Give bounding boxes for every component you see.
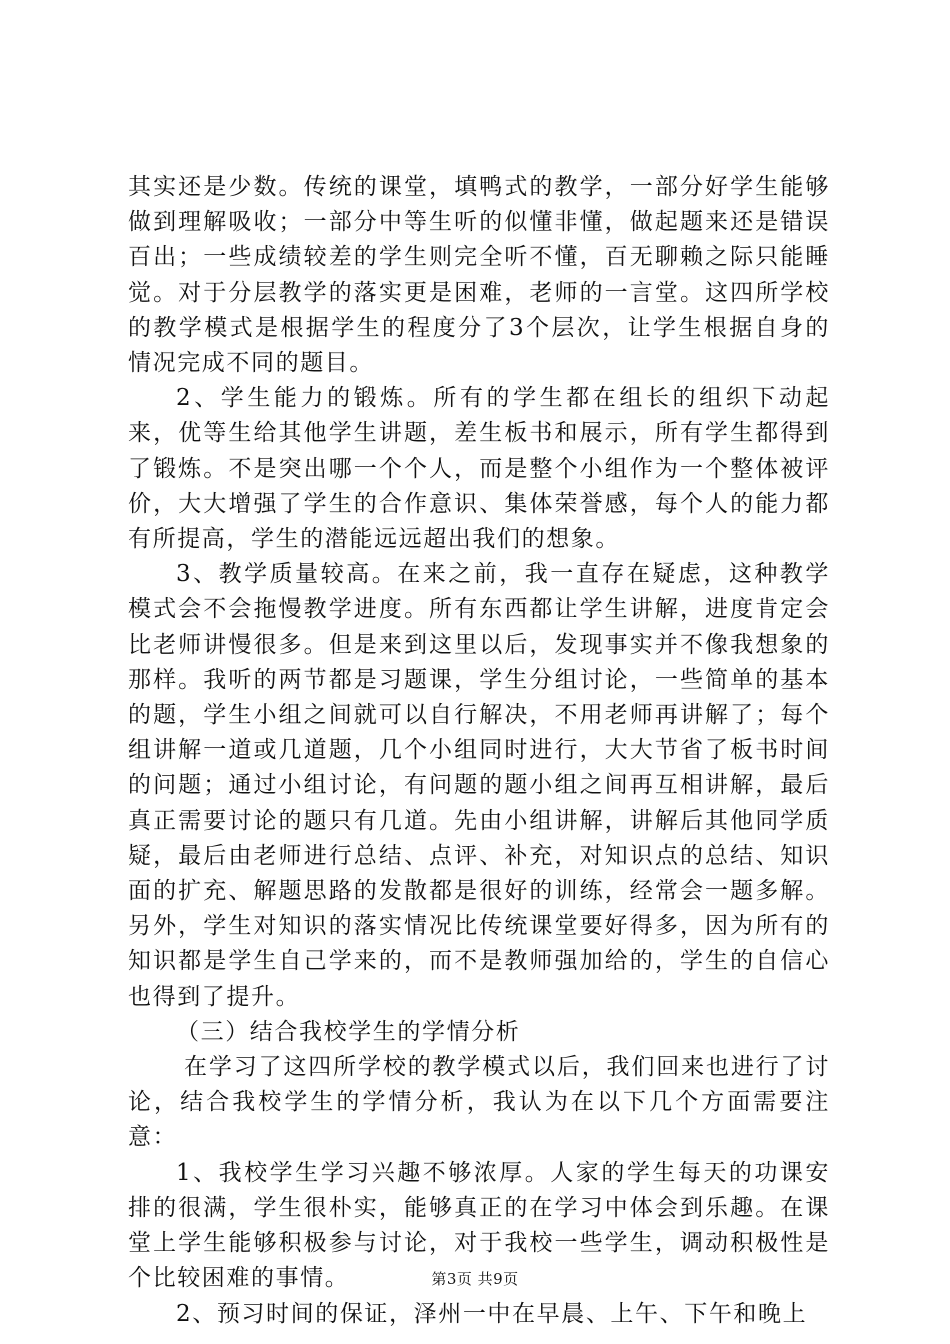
document-body (128, 170, 830, 1332)
paragraph-preview-time: 2、预习时间的保证，泽州一中在早晨、上午、下午和晚上 (176, 1300, 808, 1327)
paragraph-interest: 1、我校学生学习兴趣不够浓厚。人家的学生每天的功课安排的很满，学生很朴实，能够真正的在学习中体会到乐趣。在课堂上学生能够积极参与讨论，对于我校一些学生，调动积极性是个比较困难的事情。 (128, 1159, 830, 1292)
paragraph-teaching-quality: 3、教学质量较高。在来之前，我一直存在疑虑，这种教学模式会不会拖慢教学进度。所有东西都让学生讲解，进度肯定会比老师讲慢很多。但是来到这里以后，发现事实并不像我想象的那样。我听的两节都是习题课，学生分组讨论，一些简单的基本的题，学生小组之间就可以自行解决，不用老师再讲解了；每个组讲解一道或几道题，几个小组同时进行，大大节省了板书时间的问题；通过小组讨论，有问题的题小组之间再互相讲解，最后真正需要讨论的题只有几道。先由小组讲解，讲解后其他同学质疑，最后由老师进行总结、点评、补充，对知识点的总结、知识面的扩充、解题思路的发散都是很好的训练，经常会一题多解。另外，学生对知识的落实情况比传统课堂要好得多，因为所有的知识都是学生自己学来的，而不是教师强加给的，学生的自信心也得到了提升。 (128, 561, 830, 1010)
section-heading: （三）结合我校学生的学情分析 (176, 1018, 521, 1045)
paragraph-continuation: 其实还是少数。传统的课堂，填鸭式的教学，一部分好学生能够做到理解吸收；一部分中等生听的似懂非懂，做起题来还是错误百出；一些成绩较差的学生则完全听不懂，百无聊赖之际只能睡觉。对于分层教学的落实更是困难，老师的一言堂。这四所学校的教学模式是根据学生的程度分了3个层次，让学生根据自身的情况完成不同的题目。 (128, 174, 830, 377)
paragraph-student-ability: 2、学生能力的锻炼。所有的学生都在组长的组织下动起来，优等生给其他学生讲题，差生板书和展示，所有学生都得到了锻炼。不是突出哪一个个人，而是整个小组作为一个整体被评价，大大增强了学生的合作意识、集体荣誉感，每个人的能力都有所提高，学生的潜能远远超出我们的想象。 (128, 385, 830, 553)
page-number-footer: 第3页 共9页 (431, 1270, 519, 1288)
paragraph-analysis-intro: 在学习了这四所学校的教学模式以后，我们回来也进行了讨论，结合我校学生的学情分析，我认为在以下几个方面需要注意： (128, 1054, 830, 1151)
